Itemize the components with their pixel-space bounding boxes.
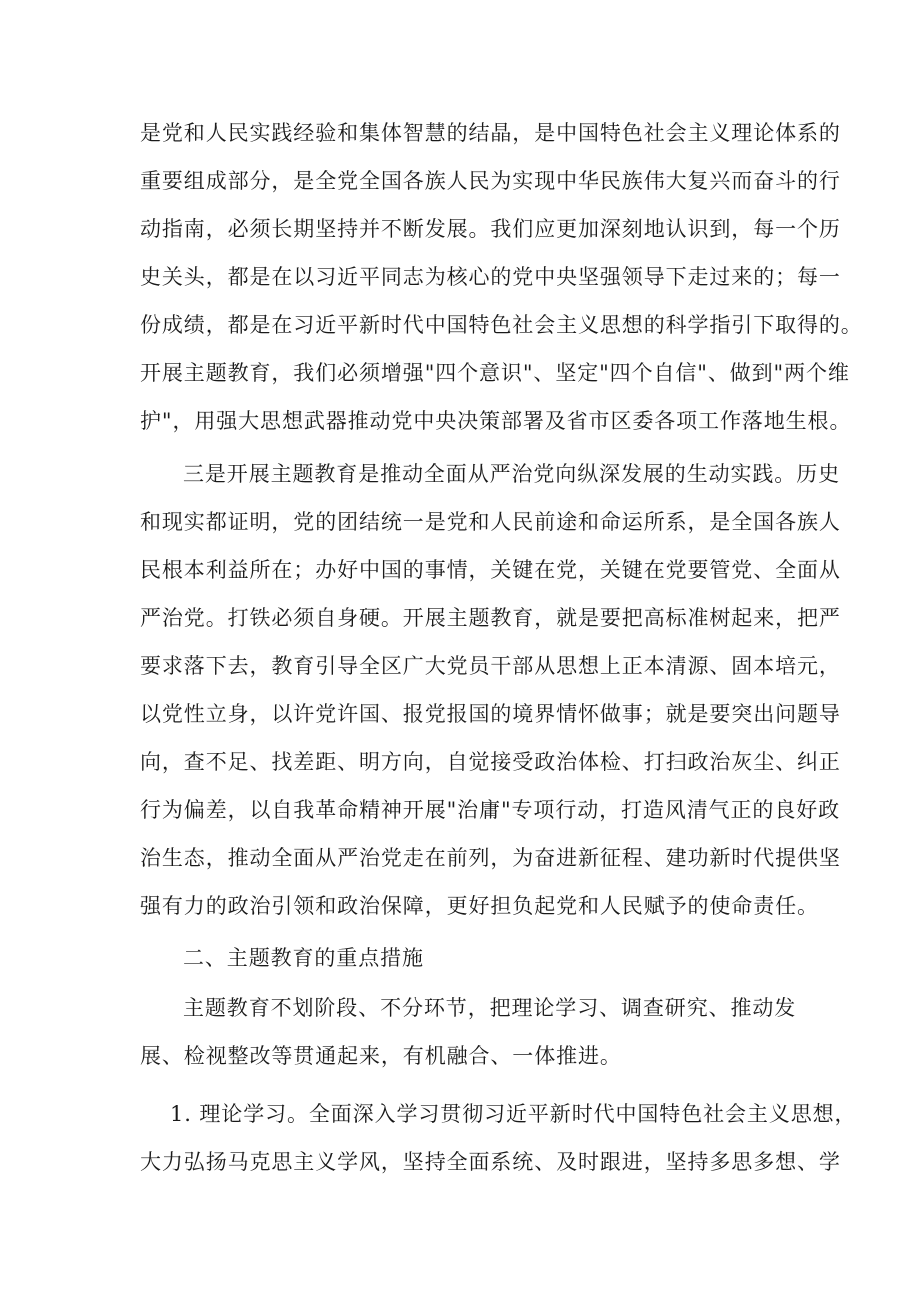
text-line: 严治党。打铁必须自身硬。开展主题教育，就是要把高标准树起来，把严: [140, 606, 841, 630]
paragraph-first-line: 主题教育不划阶段、不分环节，把理论学习、调查研究、推动发: [183, 996, 797, 1020]
text-line: 治生态，推动全面从严治党走在前列，为奋进新征程、建功新时代提供坚: [140, 846, 841, 870]
text-line: 重要组成部分，是全党全国各族人民为实现中华民族伟大复兴而奋斗的行: [140, 169, 841, 193]
text-line: 强有力的政治引领和政治保障，更好担负起党和人民赋予的使命责任。: [140, 894, 819, 918]
text-line: 份成绩，都是在习近平新时代中国特色社会主义思想的科学指引下取得的。: [140, 313, 863, 337]
text-line: 以党性立身，以许党许国、报党报国的境界情怀做事；就是要突出问题导: [140, 702, 841, 726]
text-line: 民根本利益所在；办好中国的事情，关键在党，关键在党要管党、全面从: [140, 558, 841, 582]
text-line: 护"，用强大思想武器推动党中央决策部署及省市区委各项工作落地生根。: [140, 409, 852, 433]
text-line: 行为偏差，以自我革命精神开展"治庸"专项行动，打造风清气正的良好政: [140, 798, 841, 822]
text-line: 史关头，都是在以习近平同志为核心的党中央坚强领导下走过来的；每一: [140, 265, 841, 289]
text-line: 展、检视整改等贯通起来，有机融合、一体推进。: [140, 1044, 622, 1068]
paragraph-first-line: 三是开展主题教育是推动全面从严治党向纵深发展的生动实践。历史: [183, 462, 840, 486]
text-line: 向，查不足、找差距、明方向，自觉接受政治体检、打扫政治灰尘、纠正: [140, 750, 841, 774]
text-line: 要求落下去，教育引导全区广大党员干部从思想上正本清源、固本培元，: [140, 654, 841, 678]
numbered-item-first-line: 1. 理论学习。全面深入学习贯彻习近平新时代中国特色社会主义思想，: [170, 1102, 857, 1126]
section-heading: 二、主题教育的重点措施: [183, 946, 424, 970]
text-line: 大力弘扬马克思主义学风，坚持全面系统、及时跟进，坚持多思多想、学: [140, 1150, 841, 1174]
text-line: 开展主题教育，我们必须增强"四个意识"、坚定"四个自信"、做到"两个维: [140, 361, 850, 385]
text-line: 和现实都证明，党的团结统一是党和人民前途和命运所系，是全国各族人: [140, 510, 841, 534]
text-line: 动指南，必须长期坚持并不断发展。我们应更加深刻地认识到，每一个历: [140, 217, 841, 241]
text-line: 是党和人民实践经验和集体智慧的结晶，是中国特色社会主义理论体系的: [140, 121, 841, 145]
